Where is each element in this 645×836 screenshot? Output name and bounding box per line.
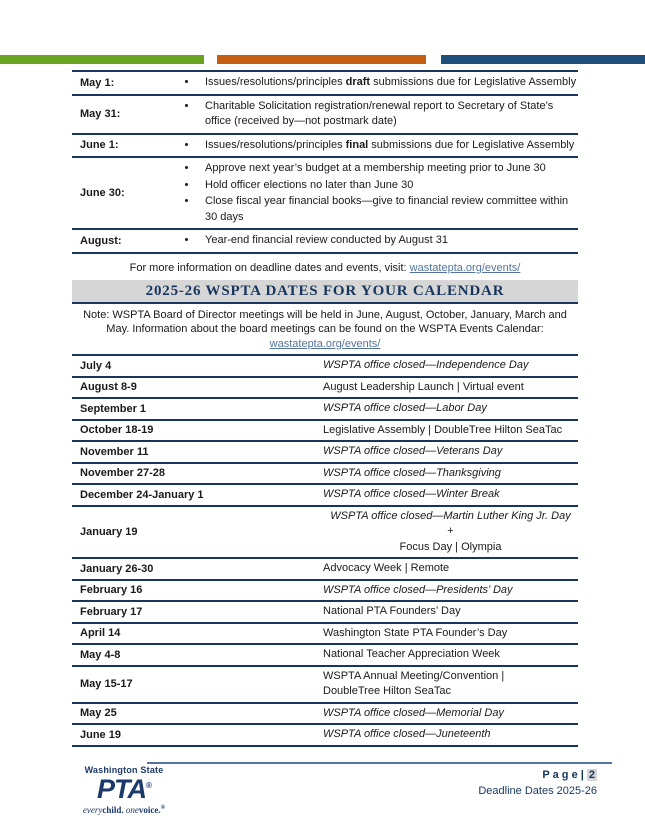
calendar-date: November 27-28 bbox=[80, 467, 165, 480]
calendar-date: April 14 bbox=[80, 627, 121, 640]
logo-tagline: everychild. onevoice.® bbox=[82, 805, 166, 815]
top-bar-navy bbox=[441, 55, 645, 64]
deadlines-table bbox=[72, 70, 578, 254]
calendar-event-line: WSPTA Annual Meeting/Convention | bbox=[323, 669, 505, 682]
calendar-event bbox=[323, 645, 578, 665]
calendar-date: September 1 bbox=[80, 402, 147, 415]
deadline-date: August: bbox=[80, 234, 122, 247]
deadline-items bbox=[172, 98, 578, 131]
calendar-note bbox=[78, 308, 572, 352]
calendar-row bbox=[72, 602, 578, 624]
page-content bbox=[72, 70, 578, 747]
registered-mark: ® bbox=[146, 781, 151, 790]
calendar-event bbox=[323, 667, 578, 702]
calendar-date: May 25 bbox=[80, 707, 117, 720]
calendar-event-line: Washington State PTA Founder’s Day bbox=[323, 626, 508, 639]
calendar-date: October 18-19 bbox=[80, 424, 154, 437]
calendar-event-line: WSPTA office closed—Winter Break bbox=[323, 488, 500, 500]
calendar-row bbox=[72, 704, 578, 726]
calendar-event-line: + bbox=[447, 525, 454, 537]
calendar-row bbox=[72, 581, 578, 603]
calendar-event bbox=[323, 356, 578, 376]
calendar-event bbox=[323, 602, 578, 622]
calendar-row bbox=[72, 667, 578, 704]
calendar-event bbox=[323, 378, 578, 398]
calendar-row bbox=[72, 624, 578, 646]
deadline-row bbox=[72, 135, 578, 159]
calendar-date: February 16 bbox=[80, 584, 143, 597]
page-number-line: P a g e | 2 bbox=[542, 769, 595, 781]
deadline-row bbox=[72, 72, 578, 96]
deadline-bullet-list bbox=[172, 233, 578, 249]
calendar-date: December 24-January 1 bbox=[80, 488, 204, 501]
calendar-event bbox=[323, 464, 578, 484]
calendar-event-line: WSPTA office closed—Labor Day bbox=[323, 402, 487, 414]
deadline-item: • Issues/resolutions/principles final submissions due for Legislative Assembly bbox=[198, 138, 578, 154]
calendar-event bbox=[323, 421, 578, 441]
calendar-row bbox=[72, 442, 578, 464]
calendar-event bbox=[323, 399, 578, 419]
footer-page-info bbox=[478, 769, 597, 797]
calendar-event-line: WSPTA office closed—Thanksgiving bbox=[323, 466, 501, 479]
calendar-row bbox=[72, 399, 578, 421]
calendar-date: January 26-30 bbox=[80, 562, 154, 575]
pta-logo-text: PTA® bbox=[97, 774, 151, 804]
calendar-event-line: DoubleTree Hilton SeaTac bbox=[323, 685, 451, 697]
calendar-row bbox=[72, 725, 578, 747]
calendar-date: February 17 bbox=[80, 605, 143, 618]
calendar-date: July 4 bbox=[80, 359, 112, 372]
calendar-event bbox=[323, 442, 578, 462]
deadline-item: • Approve next year’s budget at a membership meeting prior to June 30 bbox=[198, 161, 578, 177]
deadline-bullet-list bbox=[172, 99, 578, 130]
calendar-event-line: WSPTA office closed—Veterans Day bbox=[323, 445, 503, 457]
deadline-item: • Year-end financial review conducted by August 31 bbox=[198, 233, 578, 249]
calendar-date: May 15-17 bbox=[80, 678, 133, 690]
deadline-item: • Close fiscal year financial books—give to financial review committee within 30 days bbox=[198, 194, 578, 225]
more-info-text: For more information on deadline dates and events, visit: bbox=[129, 261, 407, 274]
calendar-date: June 19 bbox=[80, 728, 121, 741]
calendar-event bbox=[323, 704, 578, 724]
calendar-row bbox=[72, 464, 578, 486]
deadline-item: • Issues/resolutions/principles draft submissions due for Legislative Assembly bbox=[198, 75, 578, 91]
calendar-event-line: Focus Day | Olympia bbox=[399, 540, 502, 553]
calendar-event-line: WSPTA office closed—Juneteenth bbox=[323, 728, 491, 740]
deadline-items bbox=[172, 232, 578, 250]
calendar-event-line: Advocacy Week | Remote bbox=[323, 562, 450, 574]
deadline-items bbox=[172, 160, 578, 226]
deadline-row bbox=[72, 96, 578, 135]
calendar-heading: 2025-26 WSPTA DATES FOR YOUR CALENDAR bbox=[72, 280, 578, 304]
calendar-event-line: WSPTA office closed—Martin Luther King Jr. Day bbox=[330, 509, 571, 522]
calendar-event-line: Legislative Assembly | DoubleTree Hilton SeaTac bbox=[323, 423, 563, 436]
deadline-row bbox=[72, 230, 578, 254]
more-info-line bbox=[72, 262, 578, 274]
calendar-event-line: WSPTA office closed—Presidents’ Day bbox=[323, 583, 513, 596]
calendar-row bbox=[72, 421, 578, 443]
calendar-event-line: National Teacher Appreciation Week bbox=[323, 648, 500, 660]
calendar-event-line: WSPTA office closed—Independence Day bbox=[323, 359, 529, 371]
calendar-row bbox=[72, 645, 578, 667]
deadline-row bbox=[72, 158, 578, 230]
deadline-items bbox=[172, 74, 578, 92]
calendar-row bbox=[72, 356, 578, 378]
deadline-item: • Charitable Solicitation registration/renewal report to Secretary of State’s office (received by—not postmark date) bbox=[198, 99, 578, 130]
calendar-event bbox=[323, 624, 578, 644]
deadline-bullet-list bbox=[172, 138, 578, 154]
deadline-bullet-list bbox=[172, 75, 578, 91]
calendar-event bbox=[323, 559, 578, 579]
footer-divider bbox=[147, 762, 612, 764]
calendar-date: August 8-9 bbox=[80, 381, 137, 394]
calendar-event-line: National PTA Founders’ Day bbox=[323, 605, 461, 617]
events-link[interactable]: wastatepta.org/events/ bbox=[409, 261, 521, 274]
calendar-row bbox=[72, 559, 578, 581]
doc-label: Deadline Dates 2025-26 bbox=[478, 785, 597, 797]
calendar-event-line: August Leadership Launch | Virtual event bbox=[323, 380, 524, 393]
calendar-note-text: Note: WSPTA Board of Director meetings will be held in June, August, October, January, March and May. Information about the board meetings can be found on the WSPTA Events Calendar: bbox=[83, 308, 567, 335]
calendar-event bbox=[323, 485, 578, 505]
calendar-row bbox=[72, 485, 578, 507]
page-number: 2 bbox=[588, 769, 595, 781]
calendar-row bbox=[72, 378, 578, 400]
deadline-item: • Hold officer elections no later than June 30 bbox=[198, 178, 578, 194]
calendar-event bbox=[323, 581, 578, 601]
calendar-row bbox=[72, 507, 578, 560]
deadline-date: May 31: bbox=[80, 108, 121, 120]
deadline-date: June 30: bbox=[80, 187, 125, 199]
top-bar-orange bbox=[217, 55, 426, 64]
deadline-bullet-list bbox=[172, 161, 578, 225]
calendar-date: May 4-8 bbox=[80, 648, 121, 661]
wspta-logo bbox=[66, 766, 182, 815]
deadline-date: June 1: bbox=[80, 139, 119, 152]
calendar-date: November 11 bbox=[80, 445, 149, 458]
deadline-items bbox=[172, 137, 578, 155]
deadline-date: May 1: bbox=[80, 76, 115, 89]
calendar-event-line: WSPTA office closed—Memorial Day bbox=[323, 706, 504, 719]
calendar-event bbox=[323, 507, 578, 558]
calendar-event bbox=[323, 725, 578, 745]
calendar-events-link[interactable]: wastatepta.org/events/ bbox=[269, 337, 381, 350]
logo-washington-state: Washington State bbox=[84, 765, 164, 775]
calendar-table bbox=[72, 354, 578, 747]
calendar-date: January 19 bbox=[80, 525, 138, 538]
top-bar-green bbox=[0, 55, 204, 64]
